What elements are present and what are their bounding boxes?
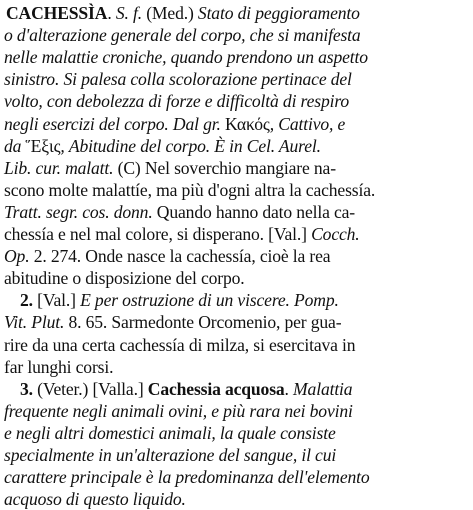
body-text: Quando hanno dato nella ca- <box>152 201 356 222</box>
body-text: . <box>107 3 116 23</box>
text-line <box>0 201 473 223</box>
italic-text: acquoso di questo liquido. <box>4 489 186 510</box>
body-text: scono molte malattíe, ma più d'ogni altra la cachessía. <box>4 179 376 200</box>
headword-text: CACHESSÌA <box>6 3 108 23</box>
text-line <box>0 466 473 488</box>
text-line <box>0 24 473 46</box>
text-line <box>0 488 473 510</box>
italic-text: , Cattivo, e <box>269 113 346 134</box>
body-text: Κακός <box>224 113 270 134</box>
body-text: 8. 65. Sarmedonte Orcomenio, per gua- <box>64 312 342 333</box>
italic-text: Stato di peggioramento <box>197 3 360 23</box>
italic-text: negli esercizi del corpo. Dal gr. <box>4 113 225 134</box>
text-line <box>0 135 473 157</box>
text-line <box>0 444 473 466</box>
italic-text: Lib. cur. malatt. <box>4 157 114 178</box>
text-line <box>0 267 473 289</box>
italic-text: o d'alterazione generale del corpo, che si manifesta <box>4 25 361 46</box>
italic-text: E per ostruzione di un viscere. Pomp. <box>80 290 339 311</box>
headword-text: 2. <box>20 290 38 311</box>
body-text: [Val.] <box>37 290 81 311</box>
italic-text: e negli altri domestici animali, la quale consiste <box>4 422 336 443</box>
italic-text: da <box>4 135 26 156</box>
text-line <box>0 378 473 400</box>
text-line <box>0 356 473 378</box>
italic-text: sinistro. Si palesa colla scolorazione pertinace del <box>4 69 352 90</box>
text-line <box>0 289 473 311</box>
body-text: Ἕξις <box>25 135 61 156</box>
text-line <box>0 311 473 333</box>
headword-text: Cachessia acquosa <box>147 378 285 399</box>
italic-text: , Abitudine del corpo. È in Cel. Aurel. <box>60 135 321 156</box>
italic-text: carattere principale è la predominanza dell'elemento <box>4 467 370 488</box>
text-line <box>0 223 473 245</box>
italic-text: nelle malattie croniche, quando prendono un aspetto <box>4 47 368 68</box>
italic-text: Vit. Plut. <box>4 312 65 333</box>
body-text: . <box>284 378 294 399</box>
text-line <box>0 46 473 68</box>
text-line <box>0 113 473 135</box>
text-line <box>0 2 473 24</box>
headword-text: 3. <box>20 378 38 399</box>
italic-text: S. f. <box>115 3 142 23</box>
body-text: (C) Nel soverchio mangiare na- <box>113 157 336 178</box>
text-line <box>0 400 473 422</box>
italic-text: Tratt. segr. cos. donn. <box>4 201 153 222</box>
text-line <box>0 90 473 112</box>
italic-text: volto, con debolezza di forze e difficoltà di respiro <box>4 91 350 112</box>
text-line <box>0 68 473 90</box>
text-line <box>0 157 473 179</box>
body-text: (Veter.) [Valla.] <box>37 378 148 399</box>
italic-text: Op. <box>4 246 30 267</box>
text-line <box>0 334 473 356</box>
body-text: chessía e nel mal colore, si disperano. [Val.] <box>4 224 312 244</box>
text-line <box>0 179 473 201</box>
body-text: 2. 274. Onde nasce la cachessía, cioè la rea <box>29 246 331 267</box>
italic-text: Cocch. <box>311 224 360 244</box>
text-line <box>0 245 473 267</box>
italic-text: Malattia <box>293 378 353 399</box>
italic-text: frequente negli animali ovini, e più rara nei bovini <box>4 400 353 421</box>
text-line <box>0 422 473 444</box>
body-text: abitudine o disposizione del corpo. <box>4 268 245 289</box>
italic-text: specialmente in un'alterazione del sangue, il cui <box>4 445 337 465</box>
body-text: far lunghi corsi. <box>4 356 114 377</box>
body-text: rire da una certa cachessía di milza, si esercitava in <box>4 334 356 355</box>
body-text: (Med.) <box>141 3 198 23</box>
